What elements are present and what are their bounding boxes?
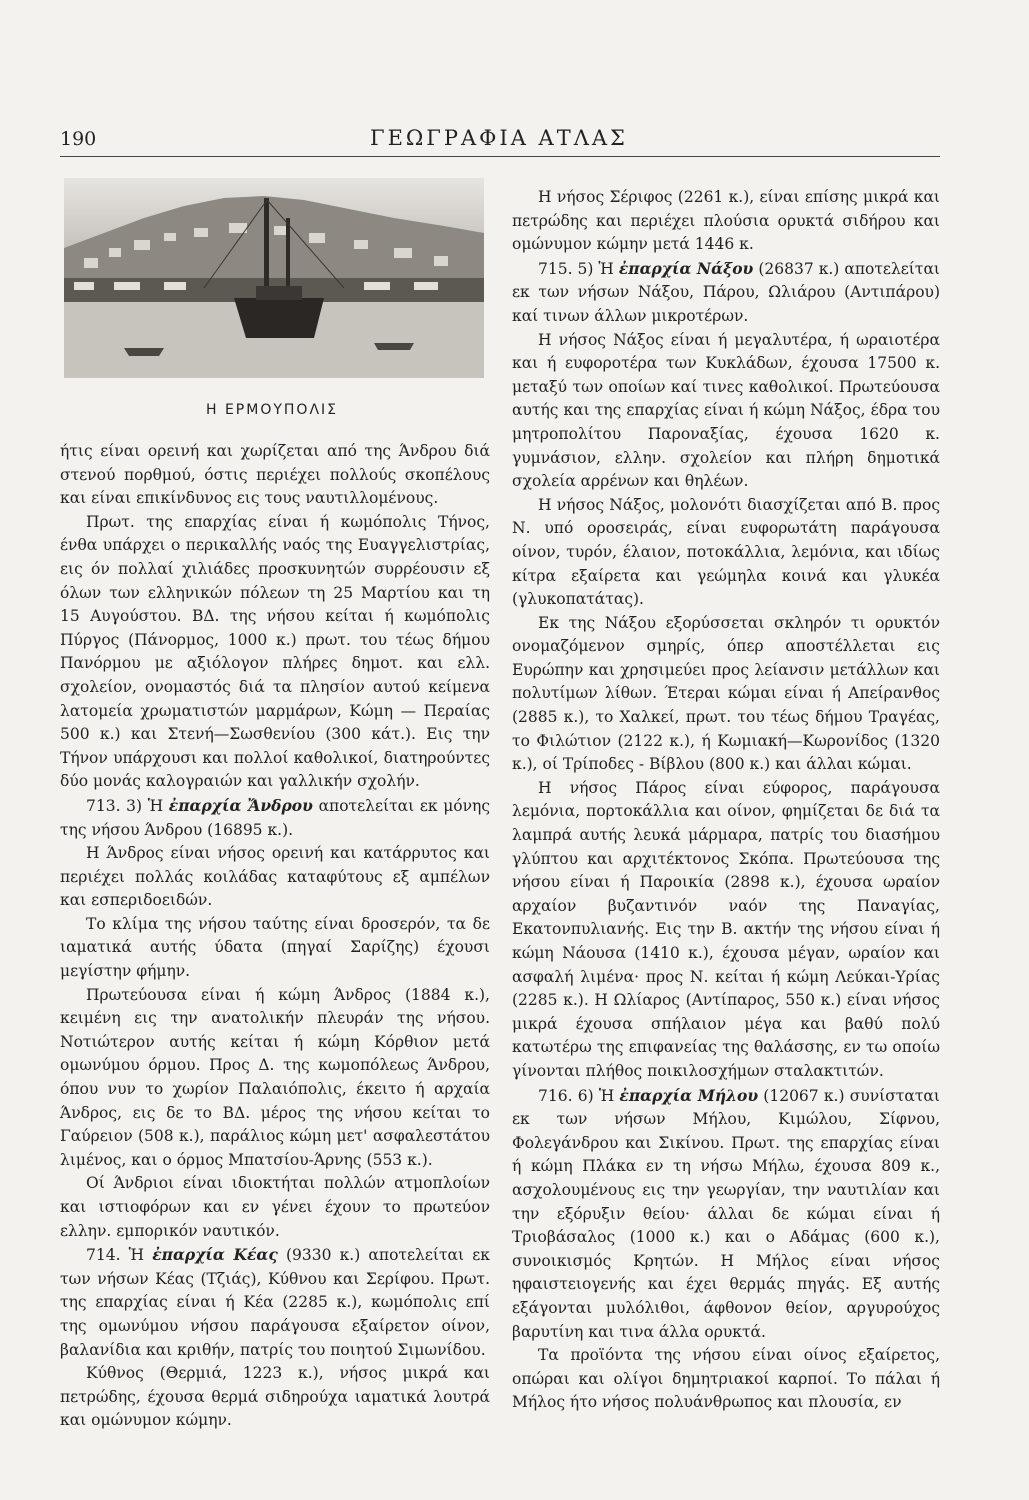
right-column [512, 186, 940, 1415]
paragraph-text: (9330 κ.) αποτελείται εκ των νήσων Κέας (Τζιάς), Κύθνου και Σερίφου. Πρωτ. της επαρχίας είναι ή Κέα (2285 κ.), κωμόπολις επί της ομωνύμου νήσου παράγουσα εξαίρετον οίνον, βαλανίδια και κριθήν, πατρίς του ποιητού Σιμωνίδου. [60, 1246, 490, 1359]
running-title: ΓΕΩΓΡΑΦΙΑ ΑΤΛΑΣ [370, 126, 628, 150]
paragraph [60, 511, 490, 794]
ermoupolis-photo [64, 178, 484, 378]
paragraph-text: (12067 κ.) συνίσταται εκ των νήσων Μήλου, Κιμώλου, Σίφνου, Φολεγάνδρου και Σικίνου. Πρωτ. της επαρχίας είναι ή κώμη Πλάκα εν τη νήσω Μήλω, έχουσα 809 κ., ασχολουμένους εις την γεωργίαν, την ναυτιλίαν και την εξόρυξιν θείου· άλλαι δε κώμαι είναι ή Τριοβάσαλος (1000 κ.) και ο Αδάμας (600 κ.), συνοικισμός Κρητών. Η Μήλος είναι νήσος ηφαιστειογενής και έχει θερμάς πηγάς. Εξ αυτής εξάγονται μυλόλιθοι, άφθονον θείον, αργυρούχος βαρυτίνη και τινα άλλα ορυκτά. [512, 1086, 940, 1341]
section-title: ἐπαρχία Ἄνδρου [168, 795, 313, 815]
section-number: 716. 6) Ἡ [538, 1086, 615, 1105]
section-number: 715. 5) Ἡ [538, 259, 614, 278]
paragraph [512, 329, 940, 494]
paragraph [512, 1344, 940, 1415]
harbor-illustration [64, 178, 484, 378]
paragraph-text: Η νήσος Πάρος είναι εύφορος, παράγουσα λεμόνια, πορτοκάλλια και οίνον, φημίζεται δε διά τα λαμπρά αυτής λευκά μάρμαρα, πατρίς του διασήμου γλύπτου και αρχιτέκτονος Σκόπα. Πρωτεύουσα της νήσου είναι ή Παροικία (2898 κ.), έχουσα ωραίον αρχαίον βυζαντινόν ναόν της Παναγίας, Εκατονπυλιανής. Εις την Β. ακτήν της νήσου είναι ή κώμη Νάουσα (1410 κ.), έχουσα μέγαν, ωραίον και ασφαλή λιμένα· προς Ν. κείται ή κώμη Λεύκαι-Υρίας (2285 κ.). Η Ωλίαρος (Αντίπαρος, 550 κ.) είναι νήσος μικρά έχουσα σπήλαιον μέγα και βαθύ πολύ κατωτέρω της επιφανείας της θαλάσσης, εν τω οποίω γίνονται πλήθος ποικιλοσχήμων σταλακτιτών. [512, 778, 940, 1080]
paragraph-text: αποτελείται εκ μόνης της νήσου Άνδρου (16895 κ.). [60, 796, 491, 839]
section-paragraph [512, 257, 940, 329]
section-number: 713. 3) Ἡ [86, 796, 164, 815]
page-number: 190 [60, 128, 97, 150]
paragraph-text: Η Άνδρος είναι νήσος ορεινή και κατάρρυτος και περιέχει πολλάς κοιλάδας καταφύτους εξ αμπέλων και εσπεριδοειδών. [60, 844, 490, 910]
section-title: ἐπαρχία Κέας [152, 1245, 278, 1265]
paragraph-text: Η νήσος Νάξος είναι ή μεγαλυτέρα, ή ωραιοτέρα και ή ευφοροτέρα των Κυκλάδων, έχουσα 17500 κ. μεταξύ των οποίων καί τινες καθολικοί. Πρωτεύουσα αυτής και της επαρχίας είναι ή κώμη Νάξος, έδρα του μητροπολίτου Παροναξίας, έχουσα 1620 κ. γυμνάσιον, ελλην. σχολείον και πλήρη δημοτικά σχολεία αρρένων και θηλέων. [512, 330, 940, 491]
paragraph-text: ήτις είναι ορεινή και χωρίζεται από της Άνδρου διά στενού πορθμού, όστις περιέχει πολλούς σκοπέλους και είναι επικίνδυνος εις τους ναυτιλλομένους. [60, 442, 490, 508]
page-header [60, 120, 940, 157]
paragraph-text: (26837 κ.) αποτελείται εκ των νήσων Νάξου, Πάρου, Ωλιάρου (Αντιπάρου) καί τινων άλλων μικροτέρων. [512, 259, 940, 325]
paragraph [60, 440, 490, 511]
paragraph-text: Πρωτεύουσα είναι ή κώμη Άνδρος (1884 κ.), κειμένη εις την ανατολικήν πλευράν της νήσου. Νοτιώτερον αυτής κείται ή κώμη Κόρθιον μετά ομωνύμου όρμου. Προς Δ. της κωμοπόλεως Άνδρου, όπου νυν το χωρίον Παλαιόπολις, έκειτο ή αρχαία Άνδρος, εις δε το ΒΔ. μέρος της νήσου κείται το Γαύρειον (508 κ.), παράλιος κώμη μετ' ασφαλεστάτου λιμένος, και ο όρμος Μπατσίου-Άρνης (553 κ.). [60, 985, 490, 1169]
section-paragraph [60, 1243, 490, 1362]
section-paragraph [60, 794, 490, 842]
paragraph [60, 1362, 490, 1433]
section-paragraph [512, 1084, 940, 1345]
paragraph [60, 1172, 490, 1243]
section-number: 714. Ἡ [86, 1246, 145, 1265]
paragraph [512, 494, 940, 612]
paragraph [512, 612, 940, 777]
paragraph-text: Το κλίμα της νήσου ταύτης είναι δροσερόν, τα δε ιαματικά αυτής ύδατα (πηγαί Σαρίζης) έχουσι μεγίστην φήμην. [60, 914, 490, 981]
paragraph [60, 913, 490, 984]
paragraph [60, 842, 490, 913]
paragraph [60, 984, 490, 1173]
paragraph-text: Πρωτ. της επαρχίας είναι ή κωμόπολις Τήνος, ένθα υπάρχει ο περικαλλής ναός της Ευαγγελιστρίας, εις όν πολλαί χιλιάδες προσκυνητών συρρέουσιν εξ όλων των ελληνικών πόλεων τη 25 Μαρτίου και τη 15 Αυγούστου. ΒΔ. της νήσου κείται ή κωμόπολις Πύργος (Πάνορμος, 1000 κ.) πρωτ. του τέως δήμου Πανόρμου με αξιόλογον πλήρες δημοτ. και ελλ. σχολείον, ονομαστός διά τα πλησίον αυτού κείμενα λατομεία χρωματιστών μαρμάρων, Κώμη — Περαίας 500 κ.) και Στενή—Σωσθενίου (300 κάτ.). Εις την Τήνον υπάρχουσι και πολλοί καθολικοί, διατηρούντες δύο μονάς καλογραιών και γαλλικήν σχολήν. [60, 512, 490, 791]
paragraph [512, 777, 940, 1084]
paragraph-text: Οί Άνδριοι είναι ιδιοκτήται πολλών ατμοπλοίων και ιστιοφόρων και εν γένει έχουν το πρωτεύον ελλην. εμπορικόν ναυτικόν. [60, 1174, 490, 1240]
paragraph-text: Η νήσος Σέριφος (2261 κ.), είναι επίσης μικρά και πετρώδης και περιέχει πλούσια ορυκτά σιδήρου και ομώνυμον κώμην μετά 1446 κ. [512, 188, 940, 254]
paragraph-text: Τα προϊόντα της νήσου είναι οίνος εξαίρετος, οπώραι και ολίγοι δημητριακοί καρποί. Το πάλαι ή Μήλος ήτο νήσος πολυάνθρωπος και πλουσία, εν [512, 1346, 940, 1412]
paragraph-text: Η νήσος Νάξος, μολονότι διασχίζεται από Β. προς Ν. υπό οροσειράς, είναι ευφορωτάτη παράγουσα οίνον, τυρόν, έλαιον, ποτοκάλλια, λεμόνια, και ιδίως κίτρα εξαίρετα και γεώμηλα κοινά και γλυκέα (γλυκοπατάτας). [512, 495, 940, 609]
paragraph-text: Εκ της Νάξου εξορύσσεται σκληρόν τι ορυκτόν ονομαζόμενον σμηρίς, όπερ αποστέλλεται εις Ευρώπην και χρησιμεύει προς λείανσιν μετάλλων και πολυτίμων λίθων. Έτεραι κώμαι είναι ή Απείρανθος (2885 κ.), το Χαλκεί, πρωτ. του τέως δήμου Τραγέας, το Φιλώτιον (2122 κ.), ή Κωμιακή—Κωρονίδος (1320 κ.), οί Τρίποδες - Βίβλου (800 κ.) και άλλαι κώμαι. [512, 613, 940, 774]
figure-caption: Η ΕΡΜΟΥΠΟΛΙΣ [205, 402, 338, 418]
section-title: ἐπαρχία Μήλου [619, 1085, 759, 1105]
section-title: ἐπαρχία Νάξου [618, 258, 754, 278]
paragraph [512, 186, 940, 257]
left-column [60, 440, 490, 1433]
paragraph-text: Κύθνος (Θερμιά, 1223 κ.), νήσος μικρά και πετρώδης, έχουσα θερμά σιδηρούχα ιαματικά λουτρά και ομώνυμον κώμην. [60, 1364, 490, 1430]
